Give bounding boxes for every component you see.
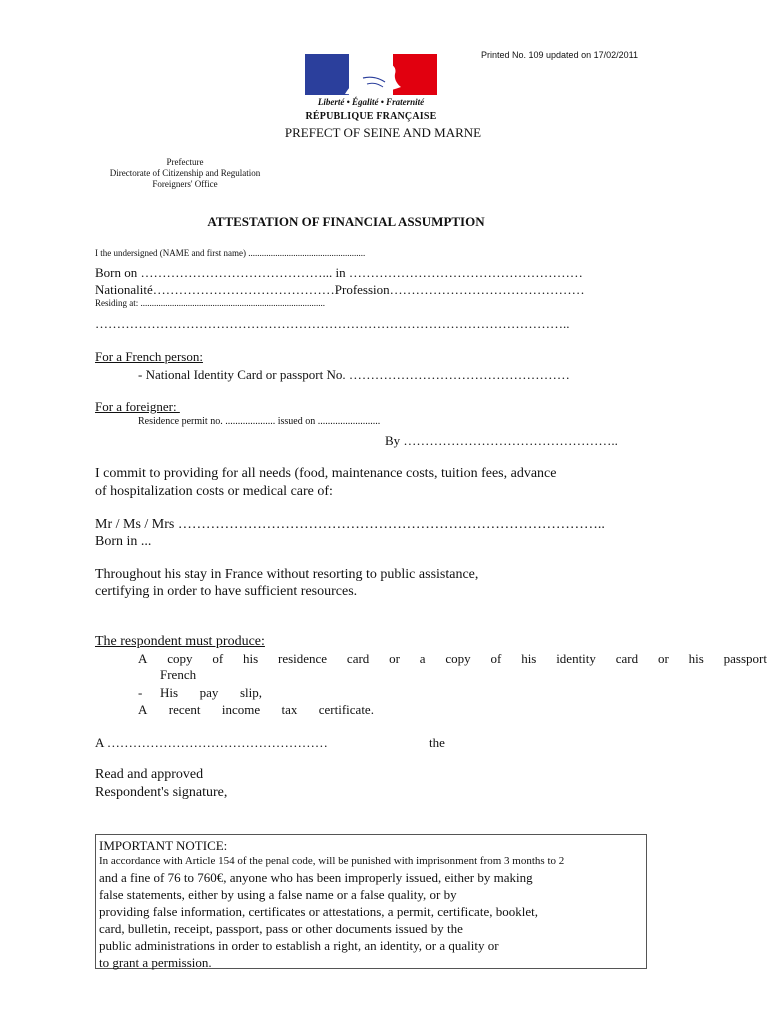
undersigned-field[interactable]: I the undersigned (NAME and first name) .................................................... — [95, 248, 366, 258]
word: his — [243, 651, 259, 666]
logo-republique: RÉPUBLIQUE FRANÇAISE — [305, 111, 437, 122]
bullet-dash: - — [138, 685, 143, 700]
requirement-item — [138, 702, 374, 718]
office-line: Prefecture — [166, 157, 204, 167]
word: recent — [168, 702, 201, 717]
logo-motto: Liberté • Égalité • Fraternité — [317, 97, 425, 107]
word: a — [419, 651, 426, 666]
born-on-field[interactable]: Born on ……………………………………... in ……………………………………………… — [95, 265, 583, 280]
requirement-item — [138, 651, 767, 667]
word: tax — [281, 702, 298, 717]
word: pay — [199, 685, 219, 700]
word: certificate. — [318, 702, 374, 717]
beneficiary-name-field[interactable]: Mr / Ms / Mrs ……………………………………………………………………………….. — [95, 517, 605, 532]
office-line: Directorate of Citizenship and Regulation — [109, 168, 261, 178]
word: card — [615, 651, 639, 666]
word: of — [490, 651, 502, 666]
respondent-heading: The respondent must produce: — [95, 634, 265, 649]
word: card — [346, 651, 370, 666]
foreigner-heading: For a foreigner: — [95, 399, 180, 414]
word: his — [521, 651, 537, 666]
prefect-title: PREFECT OF SEINE AND MARNE — [284, 125, 482, 140]
stay-text: Throughout his stay in France without resorting to public assistance, — [95, 567, 479, 582]
stay-text: certifying in order to have sufficient resources. — [95, 584, 358, 599]
republique-francaise-logo — [305, 54, 437, 126]
notice-line: false statements, either by using a false name or a false quality, or by — [99, 887, 457, 902]
word: or — [389, 651, 400, 666]
word: or — [657, 651, 669, 666]
word: passport — [723, 651, 767, 666]
notice-line: In accordance with Article 154 of the penal code, will be punished with imprisonment from 3 months to 2 — [99, 855, 565, 867]
requirement-item — [160, 685, 262, 701]
notice-line: to grant a permission. — [99, 955, 212, 970]
read-approved: Read and approved — [95, 767, 204, 782]
commitment-text: I commit to providing for all needs (food, maintenance costs, tuition fees, advance — [95, 466, 557, 481]
word: copy — [167, 651, 193, 666]
place-field[interactable]: A …………………………………………… — [95, 735, 328, 750]
residence-permit-field[interactable]: Residence permit no. .................... issued on ......................... — [138, 416, 381, 427]
word: residence — [278, 651, 328, 666]
printed-number: Printed No. 109 updated on 17/02/2011 — [481, 50, 638, 60]
notice-line: providing false information, certificates or attestations, a permit, certificate, booklet, — [99, 904, 538, 919]
word: His — [160, 685, 179, 700]
french-id-field[interactable]: - National Identity Card or passport No. …………………………………………… — [138, 367, 570, 382]
residing-field[interactable]: Residing at: .................................................................................. — [95, 298, 325, 308]
beneficiary-born-in-field[interactable]: Born in ... — [95, 534, 152, 549]
notice-line: and a fine of 76 to 760€, anyone who has been improperly issued, either by making — [99, 870, 533, 885]
office-line: Foreigners' Office — [152, 179, 218, 189]
important-notice-box — [95, 834, 647, 969]
signature-label: Respondent's signature, — [95, 785, 228, 800]
word: slip, — [239, 685, 262, 700]
word: income — [221, 702, 261, 717]
office-block — [90, 157, 280, 190]
word: identity — [556, 651, 596, 666]
form-title: ATTESTATION OF FINANCIAL ASSUMPTION — [207, 214, 485, 229]
commitment-text: of hospitalization costs or medical care of: — [95, 484, 333, 499]
marianne-flag-icon — [305, 54, 437, 95]
french-person-heading: For a French person: — [95, 349, 203, 364]
word: A — [138, 702, 148, 717]
date-label: the — [429, 735, 445, 750]
issued-by-field[interactable]: By ………………………………………….. — [385, 433, 618, 448]
word: his — [688, 651, 704, 666]
word: copy — [445, 651, 471, 666]
requirement-continuation: French — [160, 667, 197, 682]
notice-line: public administrations in order to establish a right, an identity, or a quality or — [99, 938, 499, 953]
address-continuation-line[interactable]: ……………………………………………………………………………………………….. — [95, 316, 570, 331]
word: of — [212, 651, 224, 666]
notice-line: card, bulletin, receipt, passport, pass or other documents issued by the — [99, 921, 463, 936]
nationality-profession-field[interactable]: Nationalité……………………………………Profession……………………………………… — [95, 282, 585, 297]
notice-heading: IMPORTANT NOTICE: — [99, 838, 228, 853]
word: A — [138, 651, 148, 666]
